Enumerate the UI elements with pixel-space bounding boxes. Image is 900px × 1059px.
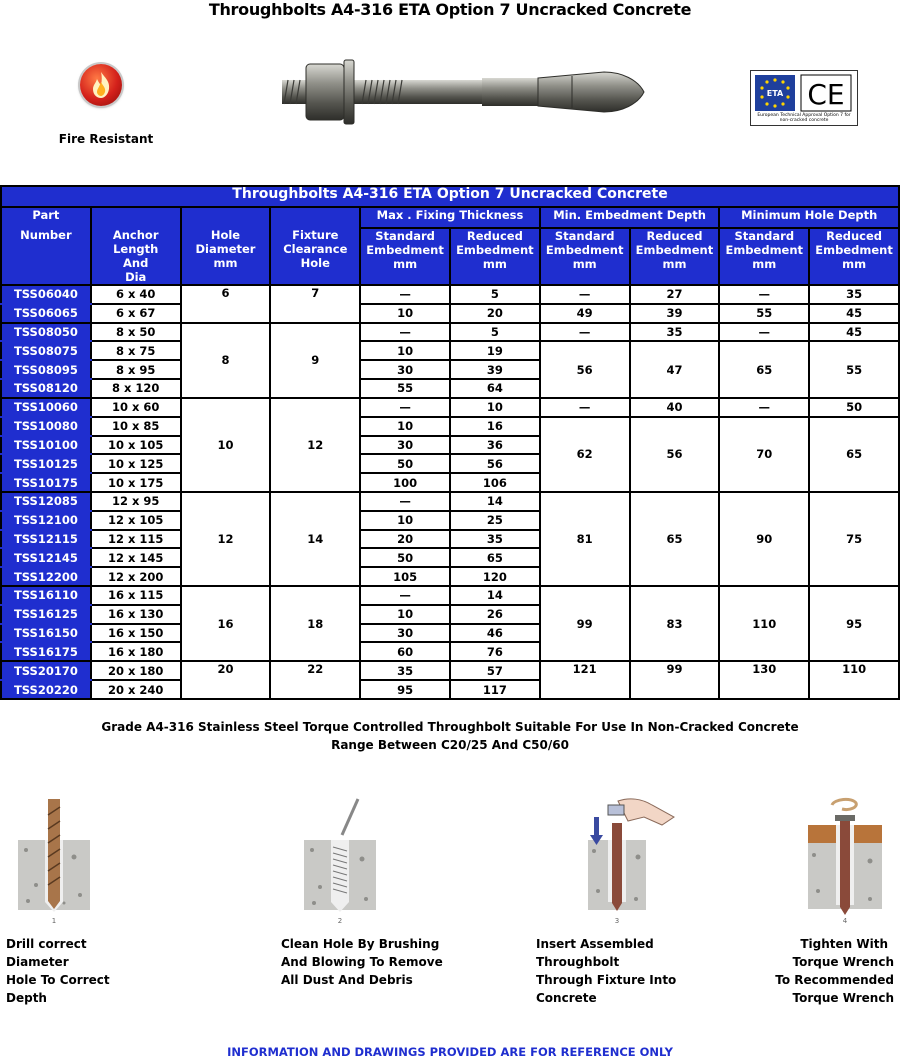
table-title: Throughbolts A4-316 ETA Option 7 Uncracked Concrete (1, 186, 899, 207)
min-hole-standard: — (719, 323, 809, 342)
fixture-clearance: 9 (270, 323, 360, 398)
max-fix-reduced: 14 (450, 492, 540, 511)
max-fix-reduced: 19 (450, 341, 540, 360)
hole-diameter: 12 (181, 492, 271, 586)
part-number: TSS08120 (1, 379, 91, 398)
header-standard: Standard Embedment mm (360, 228, 450, 285)
anchor-size: 8 x 95 (91, 360, 181, 379)
hole-diameter: 20 (181, 661, 271, 699)
step-4-label (760, 935, 894, 1007)
step-1-label (6, 935, 146, 1007)
anchor-size: 8 x 50 (91, 323, 181, 342)
part-number: TSS10080 (1, 417, 91, 436)
min-emb-standard: 56 (540, 341, 630, 397)
min-hole-reduced: 110 (809, 661, 899, 699)
part-number: TSS12200 (1, 567, 91, 586)
max-fix-standard: 30 (360, 360, 450, 379)
part-number: TSS10060 (1, 398, 91, 417)
anchor-size: 16 x 180 (91, 642, 181, 661)
max-fix-standard: — (360, 586, 450, 605)
max-fix-standard: 30 (360, 624, 450, 643)
max-fix-reduced: 46 (450, 624, 540, 643)
max-fix-reduced: 106 (450, 473, 540, 492)
max-fix-standard: — (360, 285, 450, 304)
part-number: TSS06065 (1, 304, 91, 323)
header-standard: Standard Embedment mm (719, 228, 809, 285)
part-number: TSS08050 (1, 323, 91, 342)
insert-step-illustration (578, 795, 678, 925)
min-emb-standard: 99 (540, 586, 630, 661)
part-number: TSS10125 (1, 454, 91, 473)
anchor-size: 10 x 125 (91, 454, 181, 473)
part-number: TSS16150 (1, 624, 91, 643)
max-fix-standard: 50 (360, 548, 450, 567)
header-part: Part (32, 208, 60, 222)
part-number: TSS12100 (1, 511, 91, 530)
max-fix-reduced: 65 (450, 548, 540, 567)
max-fix-standard: 10 (360, 417, 450, 436)
header-hole: Hole Diameter mm (181, 207, 271, 285)
anchor-size: 12 x 145 (91, 548, 181, 567)
max-fix-reduced: 39 (450, 360, 540, 379)
min-hole-standard: 110 (719, 586, 809, 661)
eta-mark: ETA (766, 89, 784, 98)
max-fix-standard: 105 (360, 567, 450, 586)
min-emb-reduced: 99 (630, 661, 720, 699)
header-max-fixing: Max . Fixing Thickness (360, 207, 540, 228)
anchor-size: 6 x 40 (91, 285, 181, 304)
step-2-line-2: And Blowing To Remove (281, 955, 443, 969)
max-fix-reduced: 57 (450, 661, 540, 680)
min-hole-standard: 90 (719, 492, 809, 586)
fixture-clearance: 18 (270, 586, 360, 661)
max-fix-standard: 10 (360, 304, 450, 323)
tighten-step-illustration (800, 795, 890, 925)
step-3-label (536, 935, 736, 1007)
max-fix-standard: 100 (360, 473, 450, 492)
ce-mark: CE (807, 78, 845, 111)
step-3-number: 3 (614, 917, 620, 925)
anchor-size: 12 x 105 (91, 511, 181, 530)
description-line-1: Grade A4-316 Stainless Steel Torque Controlled Throughbolt Suitable For Use In Non-Cracked Concrete (101, 720, 799, 734)
min-emb-standard: — (540, 285, 630, 304)
header-reduced: Reduced Embedment mm (450, 228, 540, 285)
step-2-line-1: Clean Hole By Brushing (281, 937, 440, 951)
anchor-size: 12 x 95 (91, 492, 181, 511)
min-hole-reduced: 50 (809, 398, 899, 417)
brush-step-illustration (300, 795, 380, 925)
min-hole-standard: 65 (719, 341, 809, 397)
min-hole-reduced: 55 (809, 341, 899, 397)
min-emb-standard: 49 (540, 304, 630, 323)
min-hole-standard: — (719, 285, 809, 304)
min-emb-standard: — (540, 323, 630, 342)
min-emb-reduced: 65 (630, 492, 720, 586)
reference-disclaimer: INFORMATION AND DRAWINGS PROVIDED ARE FOR REFERENCE ONLY (227, 1045, 673, 1059)
eta-approval-text: European Technical Approval Option 7 for non-cracked concrete (757, 113, 851, 123)
hole-diameter: 8 (181, 323, 271, 398)
min-emb-reduced: 56 (630, 417, 720, 492)
anchor-size: 16 x 115 (91, 586, 181, 605)
max-fix-standard: 10 (360, 605, 450, 624)
min-hole-reduced: 45 (809, 323, 899, 342)
min-emb-reduced: 39 (630, 304, 720, 323)
max-fix-reduced: 56 (450, 454, 540, 473)
min-hole-reduced: 35 (809, 285, 899, 304)
max-fix-standard: 95 (360, 680, 450, 699)
header-standard: Standard Embedment mm (540, 228, 630, 285)
part-number: TSS08075 (1, 341, 91, 360)
max-fix-reduced: 120 (450, 567, 540, 586)
anchor-size: 12 x 200 (91, 567, 181, 586)
anchor-size: 10 x 105 (91, 436, 181, 455)
anchor-size: 16 x 150 (91, 624, 181, 643)
min-hole-reduced: 95 (809, 586, 899, 661)
fixture-clearance: 22 (270, 661, 360, 699)
max-fix-reduced: 25 (450, 511, 540, 530)
fire-resistant-label: Fire Resistant (58, 132, 154, 146)
min-hole-reduced: 65 (809, 417, 899, 492)
part-number: TSS12115 (1, 530, 91, 549)
part-number: TSS20220 (1, 680, 91, 699)
header-fixture: Fixture Clearance Hole (270, 207, 360, 285)
fixture-clearance: 12 (270, 398, 360, 492)
min-hole-standard: 70 (719, 417, 809, 492)
max-fix-reduced: 10 (450, 398, 540, 417)
min-hole-standard: 55 (719, 304, 809, 323)
hole-diameter: 6 (181, 285, 271, 323)
step-4-line-1: Tighten With (800, 937, 888, 951)
max-fix-reduced: 14 (450, 586, 540, 605)
min-emb-standard: 121 (540, 661, 630, 699)
step-3-line-1: Insert Assembled Throughbolt (536, 937, 654, 969)
step-2-label (281, 935, 451, 989)
max-fix-standard: 50 (360, 454, 450, 473)
min-hole-standard: 130 (719, 661, 809, 699)
max-fix-standard: 60 (360, 642, 450, 661)
anchor-size: 8 x 120 (91, 379, 181, 398)
max-fix-standard: 35 (360, 661, 450, 680)
max-fix-standard: 10 (360, 341, 450, 360)
page-title: Throughbolts A4-316 ETA Option 7 Uncracked Concrete (208, 0, 692, 19)
hole-diameter: 16 (181, 586, 271, 661)
anchor-size: 20 x 180 (91, 661, 181, 680)
max-fix-standard: — (360, 492, 450, 511)
max-fix-reduced: 76 (450, 642, 540, 661)
step-1-line-2: Hole To Correct Depth (6, 973, 110, 1005)
anchor-size: 10 x 85 (91, 417, 181, 436)
min-emb-reduced: 27 (630, 285, 720, 304)
part-number: TSS12085 (1, 492, 91, 511)
throughbolt-image (282, 52, 664, 132)
min-emb-standard: 62 (540, 417, 630, 492)
header-reduced: Reduced Embedment mm (630, 228, 720, 285)
min-hole-reduced: 75 (809, 492, 899, 586)
step-1-line-1: Drill correct Diameter (6, 937, 87, 969)
header-part-number (1, 207, 91, 285)
hole-diameter: 10 (181, 398, 271, 492)
max-fix-reduced: 35 (450, 530, 540, 549)
part-number: TSS10100 (1, 436, 91, 455)
max-fix-standard: 30 (360, 436, 450, 455)
fire-resistant-icon (80, 64, 122, 106)
min-hole-reduced: 45 (809, 304, 899, 323)
anchor-size: 20 x 240 (91, 680, 181, 699)
header-min-embedment: Min. Embedment Depth (540, 207, 720, 228)
max-fix-standard: 20 (360, 530, 450, 549)
part-number: TSS16125 (1, 605, 91, 624)
part-number: TSS20170 (1, 661, 91, 680)
max-fix-reduced: 36 (450, 436, 540, 455)
min-emb-standard: 81 (540, 492, 630, 586)
header-number: Number (20, 228, 72, 242)
max-fix-reduced: 64 (450, 379, 540, 398)
anchor-size: 10 x 175 (91, 473, 181, 492)
step-4-line-2: Torque Wrench (792, 955, 894, 969)
max-fix-reduced: 20 (450, 304, 540, 323)
max-fix-standard: — (360, 323, 450, 342)
anchor-size: 8 x 75 (91, 341, 181, 360)
part-number: TSS16110 (1, 586, 91, 605)
max-fix-standard: 10 (360, 511, 450, 530)
max-fix-standard: 55 (360, 379, 450, 398)
part-number: TSS16175 (1, 642, 91, 661)
min-emb-reduced: 47 (630, 341, 720, 397)
header-reduced: Reduced Embedment mm (809, 228, 899, 285)
step-2-line-3: All Dust And Debris (281, 973, 413, 987)
step-2-number: 2 (337, 917, 343, 925)
description-line-2: Range Between C20/25 And C50/60 (331, 738, 569, 752)
max-fix-reduced: 117 (450, 680, 540, 699)
max-fix-reduced: 5 (450, 285, 540, 304)
max-fix-reduced: 26 (450, 605, 540, 624)
step-4-line-4: Torque Wrench (792, 991, 894, 1005)
step-4-number: 4 (842, 917, 848, 925)
anchor-size: 6 x 67 (91, 304, 181, 323)
max-fix-reduced: 16 (450, 417, 540, 436)
part-number: TSS06040 (1, 285, 91, 304)
step-1-number: 1 (51, 917, 57, 925)
part-number: TSS10175 (1, 473, 91, 492)
step-3-line-2: Through Fixture Into Concrete (536, 973, 677, 1005)
min-emb-standard: — (540, 398, 630, 417)
min-hole-standard: — (719, 398, 809, 417)
fixture-clearance: 7 (270, 285, 360, 323)
product-description (0, 718, 900, 754)
header-anchor: Anchor Length And Dia (91, 207, 181, 285)
min-emb-reduced: 40 (630, 398, 720, 417)
header-min-hole-depth: Minimum Hole Depth (719, 207, 899, 228)
part-number: TSS12145 (1, 548, 91, 567)
anchor-size: 10 x 60 (91, 398, 181, 417)
step-4-line-3: To Recommended (775, 973, 894, 987)
drill-step-illustration (14, 795, 94, 925)
specification-table (0, 185, 900, 700)
anchor-size: 16 x 130 (91, 605, 181, 624)
min-emb-reduced: 83 (630, 586, 720, 661)
max-fix-reduced: 5 (450, 323, 540, 342)
fixture-clearance: 14 (270, 492, 360, 586)
part-number: TSS08095 (1, 360, 91, 379)
max-fix-standard: — (360, 398, 450, 417)
min-emb-reduced: 35 (630, 323, 720, 342)
anchor-size: 12 x 115 (91, 530, 181, 549)
